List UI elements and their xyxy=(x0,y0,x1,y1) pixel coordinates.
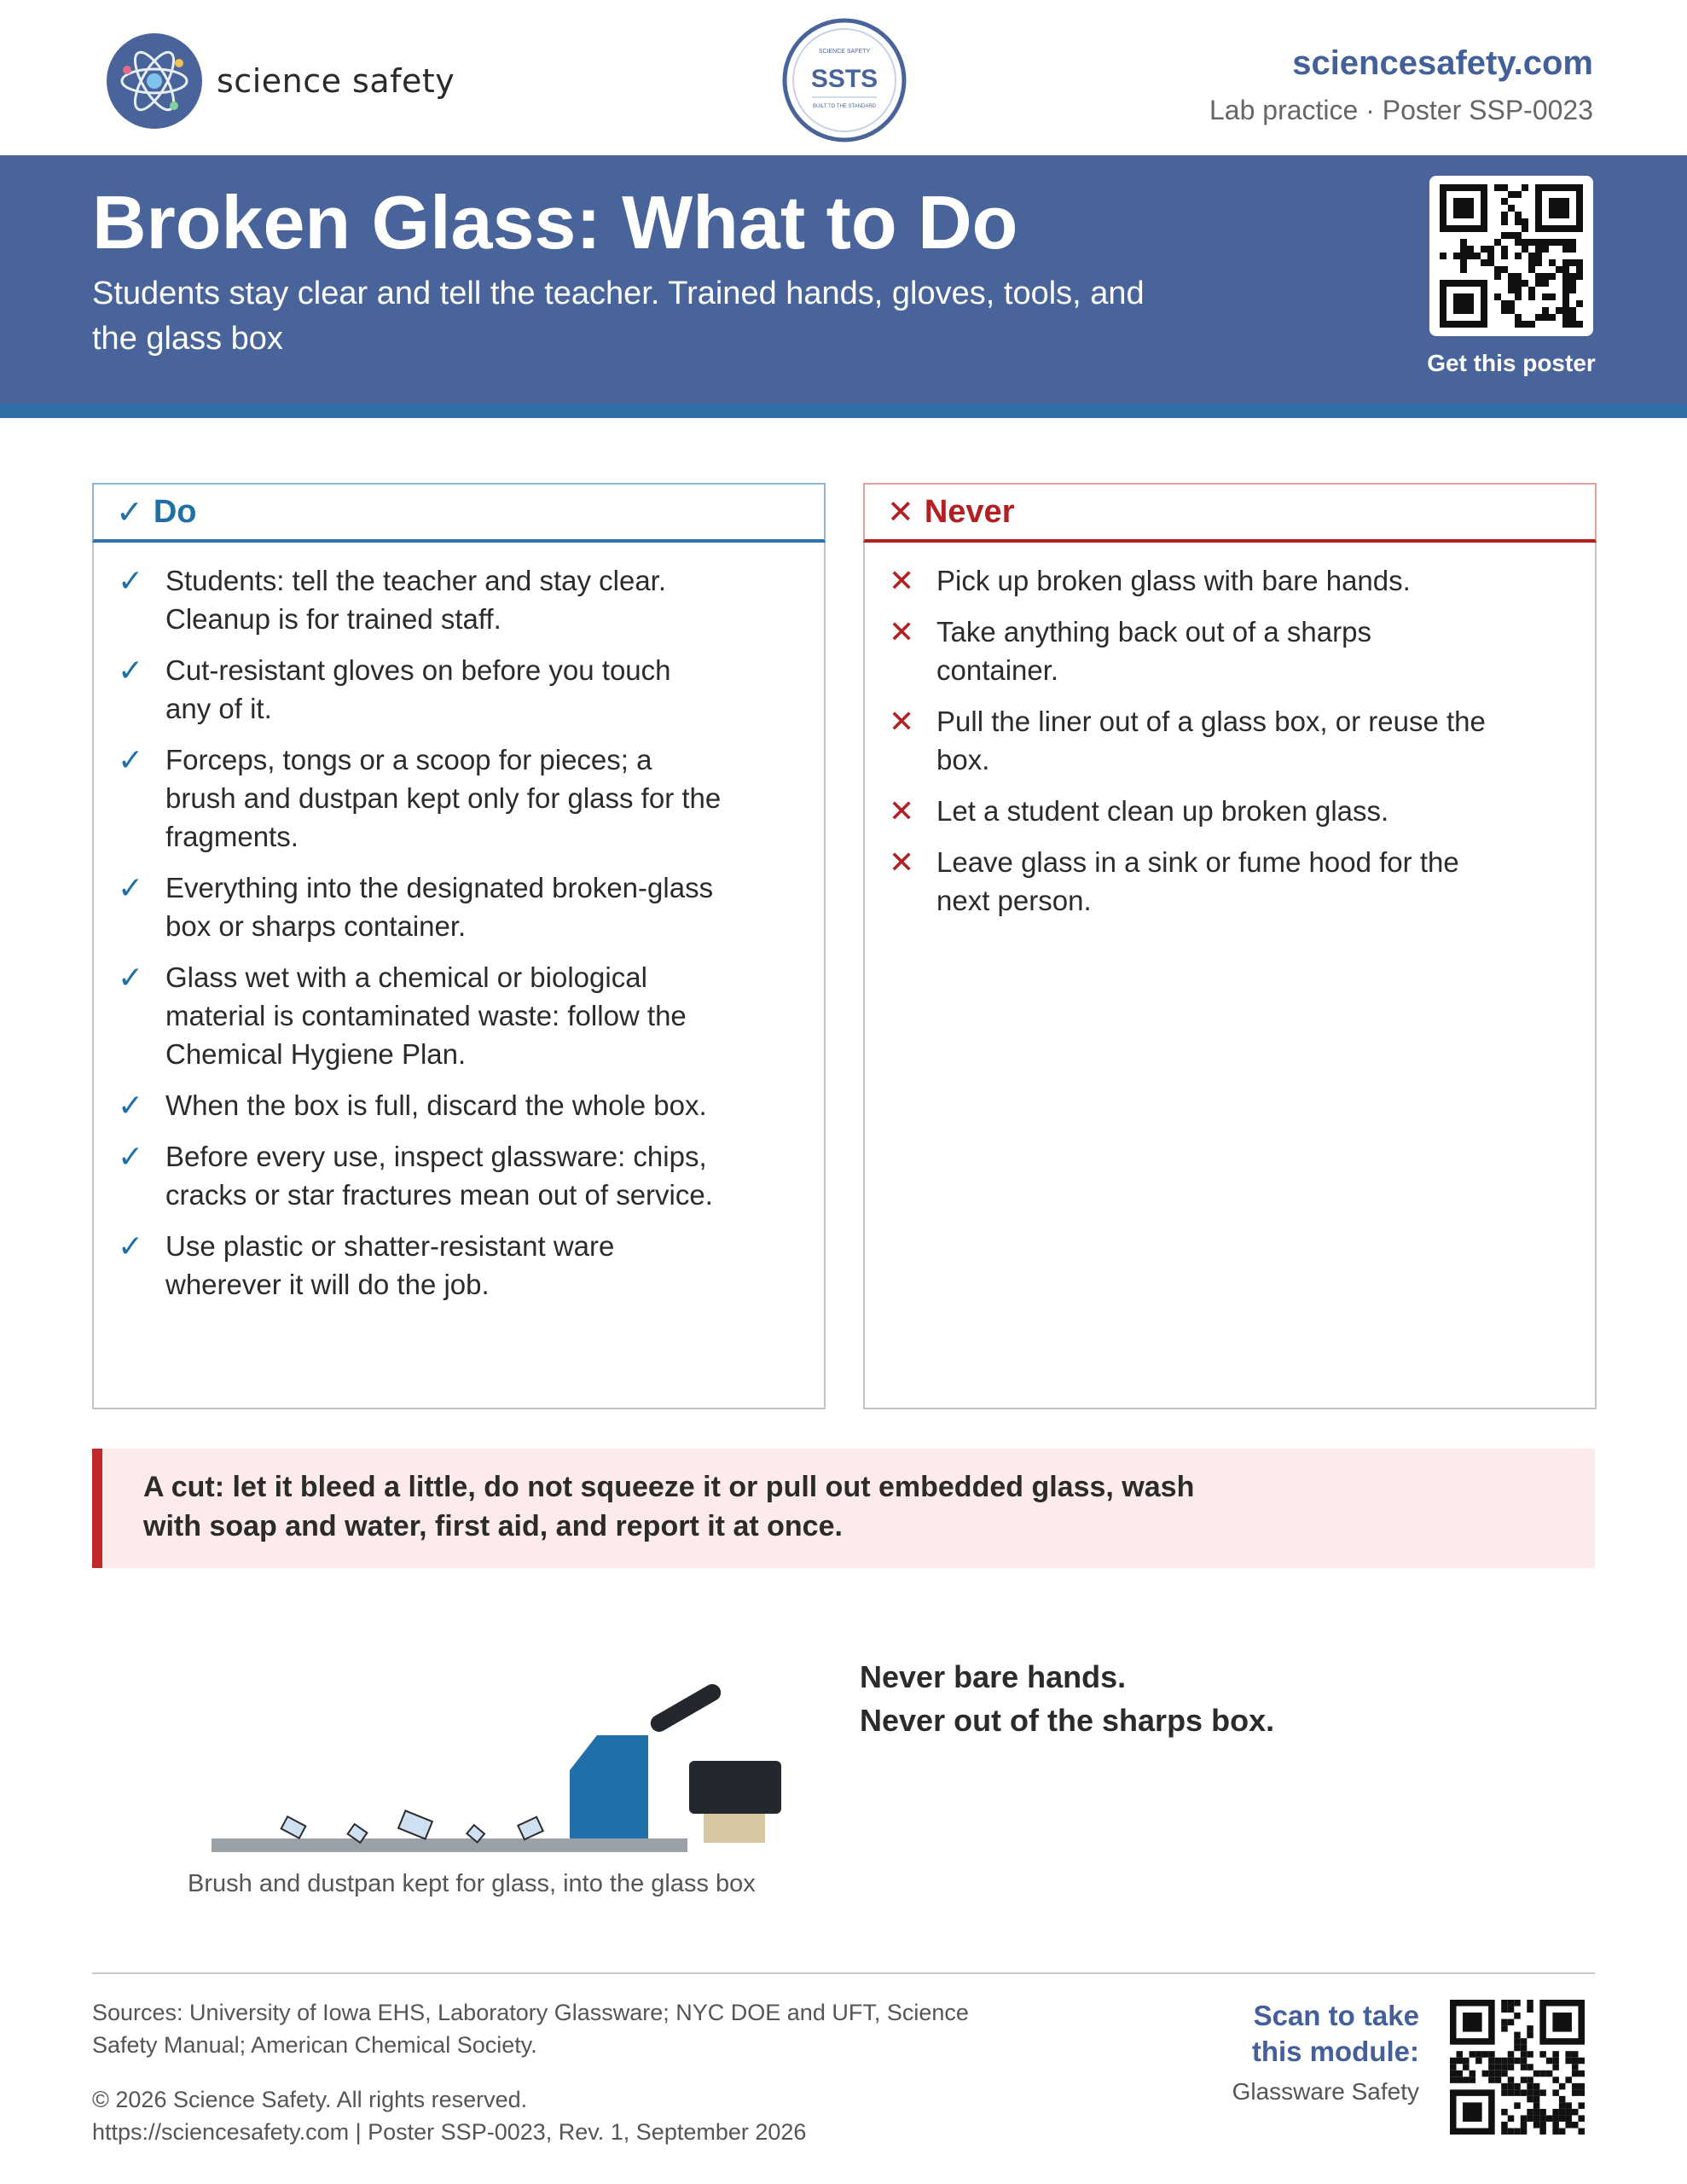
do-list xyxy=(94,543,824,1304)
do-item-text: Students: tell the teacher and stay clear. Cleanup is for trained staff. xyxy=(165,565,667,635)
brush-head xyxy=(689,1761,781,1814)
qr-code-icon xyxy=(1450,2000,1585,2135)
do-heading-label: Do xyxy=(153,493,197,530)
brush-bristles xyxy=(704,1814,765,1843)
motto-line-2: Never out of the sharps box. xyxy=(860,1703,1275,1738)
page-subtitle: Students stay clear and tell the teacher. Trained hands, gloves, tools, and the glass box xyxy=(92,276,1145,357)
motto-line-1: Never bare hands. xyxy=(860,1659,1127,1694)
poster-reference[interactable]: https://sciencesafety.com | Poster SSP-0023, Rev. 1, September 2026 xyxy=(92,2119,807,2145)
do-item-text: Use plastic or shatter-resistant ware wherever it will do the job. xyxy=(165,1230,615,1300)
glass-shard xyxy=(518,1817,542,1839)
list-item xyxy=(94,561,824,638)
site-info xyxy=(1209,44,1593,126)
never-item-text: Pick up broken glass with bare hands. xyxy=(936,565,1411,596)
list-item xyxy=(94,1086,824,1124)
site-url-link[interactable]: sciencesafety.com xyxy=(1292,44,1593,82)
glass-shard xyxy=(398,1810,432,1838)
do-item-text: Cut-resistant gloves on before you touch any of it. xyxy=(165,654,671,724)
scan-module-block xyxy=(1232,1998,1419,2106)
page-title: Broken Glass: What to Do xyxy=(92,180,1018,264)
list-item xyxy=(865,843,1595,920)
checkmark-icon: ✓ xyxy=(118,563,144,598)
checkmark-icon: ✓ xyxy=(116,494,143,531)
list-item xyxy=(865,561,1595,600)
copyright-text: © 2026 Science Safety. All rights reserved. xyxy=(92,2087,528,2112)
glass-shard xyxy=(281,1816,306,1838)
do-item-text: Everything into the designated broken-glass box or sharps container. xyxy=(165,872,714,942)
never-heading xyxy=(863,483,1597,543)
do-item-text: When the box is full, discard the whole box. xyxy=(165,1089,707,1121)
scan-module-name: Glassware Safety xyxy=(1232,2078,1419,2105)
floor-surface xyxy=(212,1838,687,1852)
cross-icon: ✕ xyxy=(889,845,915,880)
never-item-text: Leave glass in a sink or fume hood for the next person. xyxy=(936,846,1459,916)
checkmark-icon: ✓ xyxy=(118,870,144,905)
list-item xyxy=(94,651,824,728)
seal-top-text: SCIENCE SAFETY xyxy=(818,49,871,55)
cross-icon: ✕ xyxy=(889,563,915,598)
banner-stripe xyxy=(0,404,1687,418)
sources-text: Sources: University of Iowa EHS, Laboratory Glassware; NYC DOE and UFT, Science Safety Manual; American Chemical Society. xyxy=(92,2000,969,2058)
logo-wordmark: science safety xyxy=(217,62,455,100)
cross-icon: ✕ xyxy=(887,494,914,531)
never-item-text: Pull the liner out of a glass box, or reuse the box. xyxy=(936,706,1486,775)
poster-qr-code[interactable] xyxy=(1429,176,1593,336)
footer-divider xyxy=(92,1972,1595,1974)
checkmark-icon: ✓ xyxy=(118,960,144,995)
top-bar xyxy=(0,0,1687,155)
illustration-caption: Brush and dustpan kept for glass, into the glass box xyxy=(188,1870,756,1897)
list-item xyxy=(865,702,1595,779)
do-item-text: Before every use, inspect glassware: chips, cracks or star fractures mean out of service. xyxy=(165,1141,713,1211)
never-heading-label: Never xyxy=(924,493,1015,530)
cross-icon: ✕ xyxy=(889,704,915,739)
checkmark-icon: ✓ xyxy=(118,742,144,777)
list-item xyxy=(865,792,1595,830)
checkmark-icon: ✓ xyxy=(118,1139,144,1174)
do-heading xyxy=(92,483,826,543)
list-item xyxy=(94,1137,824,1214)
qr-label: Get this poster xyxy=(1427,350,1596,376)
cleanup-illustration xyxy=(188,1647,802,1868)
do-item-text: Forceps, tongs or a scoop for pieces; a brush and dustpan kept only for glass for the fragments. xyxy=(165,744,722,852)
safety-motto xyxy=(860,1655,1274,1742)
cross-icon: ✕ xyxy=(889,793,915,828)
atom-logo-icon xyxy=(106,32,203,130)
dustpan xyxy=(570,1735,648,1838)
never-list xyxy=(865,543,1595,920)
brand-logo[interactable] xyxy=(106,32,455,130)
list-item xyxy=(94,741,824,856)
list-item xyxy=(94,868,824,945)
checkmark-icon: ✓ xyxy=(118,653,144,688)
scan-title-line-2: this module: xyxy=(1251,2036,1419,2067)
do-item-text: Glass wet with a chemical or biological material is contaminated waste: follow the Chemical Hygiene Plan. xyxy=(165,961,687,1070)
seal-bottom-text: BUILT TO THE STANDARD xyxy=(812,104,877,109)
do-column xyxy=(92,483,826,1409)
list-item xyxy=(94,958,824,1073)
callout-text: A cut: let it bleed a little, do not squeeze it or pull out embedded glass, wash with soap and water, first aid, and report it at once. xyxy=(143,1471,1195,1542)
never-item-text: Let a student clean up broken glass. xyxy=(936,795,1389,827)
poster-id: Lab practice · Poster SSP-0023 xyxy=(1209,95,1593,125)
checkmark-icon: ✓ xyxy=(118,1228,144,1263)
qr-code-icon xyxy=(1440,184,1583,328)
cross-icon: ✕ xyxy=(889,614,915,649)
never-column xyxy=(863,483,1597,1409)
scan-title-line-1: Scan to take xyxy=(1253,2000,1419,2031)
brush-handle xyxy=(647,1681,724,1734)
checkmark-icon: ✓ xyxy=(118,1088,144,1123)
list-item xyxy=(865,613,1595,689)
ssts-seal xyxy=(781,17,907,143)
seal-text: SSTS xyxy=(810,65,878,93)
first-aid-callout xyxy=(92,1449,1595,1568)
copyright-block xyxy=(92,2083,806,2148)
module-qr-code[interactable] xyxy=(1450,2000,1585,2139)
never-item-text: Take anything back out of a sharps container. xyxy=(936,616,1371,686)
list-item xyxy=(94,1227,824,1304)
